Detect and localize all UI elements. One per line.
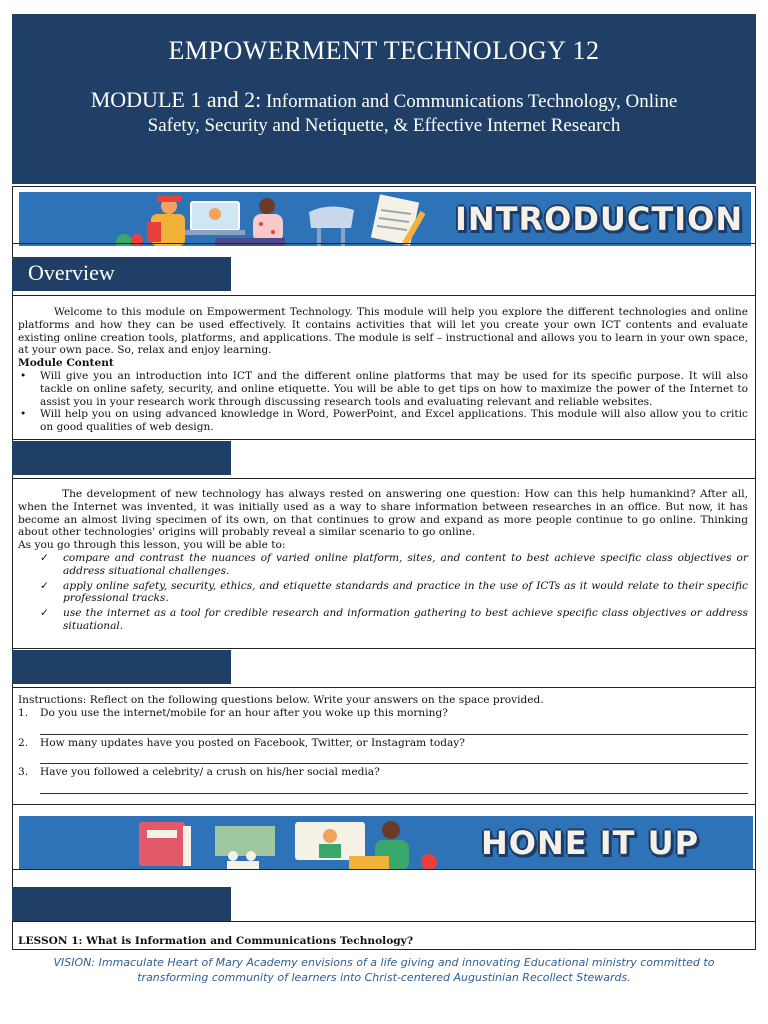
list-item: • Will give you an introduction into ICT and the different online platforms that may be used for its specific purpose. It will also tackle on online safety, security, and online etiquette. You will be able to get tips on how to maximize the power of the Internet to assist you in your research work through discussing research tools and evaluating relevant and reliable websites. xyxy=(20,369,748,408)
answer-line[interactable] xyxy=(40,749,748,764)
hone-it-up-banner xyxy=(19,816,753,870)
objectives-body xyxy=(18,488,748,633)
list-item: • Will help you on using advanced knowledge in Word, PowerPoint, and Excel applications. This module will also allow you to critic on good qualities of web design. xyxy=(20,408,748,434)
divider xyxy=(12,295,756,296)
overview-body xyxy=(18,306,748,434)
subject-title: EMPOWERMENT TECHNOLOGY 12 xyxy=(168,36,600,65)
module-header xyxy=(12,14,756,184)
vision-statement xyxy=(20,956,748,985)
question-item: 2. How many updates have you posted on Facebook, Twitter, or Instagram today? xyxy=(18,736,465,749)
vision-line1: VISION: Immaculate Heart of Mary Academy envisions of a life giving and innovating Educational ministry committed to xyxy=(53,956,715,969)
hone-it-up-title: HONE IT UP xyxy=(481,824,700,862)
list-item: ✓ compare and contrast the nuances of varied online platform, sites, and content to best achieve specific class objectives or address situational challenges. xyxy=(40,551,748,577)
overview-heading: Overview xyxy=(28,260,115,285)
divider xyxy=(12,804,756,805)
list-item: ✓ apply online safety, security, ethics, and etiquette standards and practice in the use of ICTs as it would relate to their specific professional tracks. xyxy=(40,579,748,605)
classroom-illustration xyxy=(19,192,449,246)
module-title-line1: Information and Communications Technology, Online xyxy=(261,91,678,112)
introduction-title: INTRODUCTION xyxy=(455,200,744,238)
answer-line[interactable] xyxy=(40,779,748,794)
activity-body xyxy=(18,694,748,796)
overview-paragraph: Welcome to this module on Empowerment Technology. This module will help you explore the different technologies and online platforms and how they can be used effectively. It contains activities that will let you create your own ICT contents and evaluate existing online creation tools, platforms, and applications. The module is self – instructional and allows you to learn in your own space, at your own pace. So, relax and enjoy learning. xyxy=(18,306,748,357)
divider xyxy=(12,869,756,870)
objectives-lead: As you go through this lesson, you will be able to: xyxy=(18,539,286,552)
study-illustration xyxy=(19,816,459,870)
objectives-heading-bar xyxy=(12,441,231,475)
divider xyxy=(12,439,756,440)
introduction-banner xyxy=(19,192,751,246)
activity-instructions: Instructions: Reflect on the following questions below. Write your answers on the space provided. xyxy=(18,694,544,706)
divider xyxy=(12,648,756,649)
divider xyxy=(12,243,756,244)
list-item: ✓ use the internet as a tool for credible research and information gathering to best achieve specific class objectives or address situational. xyxy=(40,607,748,632)
divider xyxy=(12,687,756,688)
question-item: 1. Do you use the internet/mobile for an hour after you woke up this morning? xyxy=(18,706,448,719)
activity-heading-bar xyxy=(12,650,231,684)
divider xyxy=(12,921,756,922)
lesson-heading-bar xyxy=(12,887,231,921)
overview-heading-bar xyxy=(12,257,231,291)
objectives-paragraph: The development of new technology has always rested on answering one question: How can this help humankind? After all, when the Internet was invented, it was initially used as a way to share information between researches in an office. But now, it has become an almost living specimen of its own, on that continues to grow and expand as more people continue to go online. Thinking about other technologies' origins will probably reveal a similar scenario to go online. xyxy=(18,488,748,539)
question-item: 3. Have you followed a celebrity/ a crush on his/her social media? xyxy=(18,766,380,779)
lesson-title: LESSON 1: What is Information and Communications Technology? xyxy=(18,935,414,947)
divider xyxy=(12,478,756,479)
module-title-line2: Safety, Security and Netiquette, & Effective Internet Research xyxy=(147,115,621,136)
module-prefix: MODULE 1 and 2: xyxy=(90,87,262,112)
module-content-label: Module Content xyxy=(18,357,114,370)
vision-line2: transforming community of learners into Christ-centered Augustinian Recollect Stewards. xyxy=(137,970,631,984)
answer-line[interactable] xyxy=(40,720,748,735)
module-title xyxy=(22,88,746,138)
